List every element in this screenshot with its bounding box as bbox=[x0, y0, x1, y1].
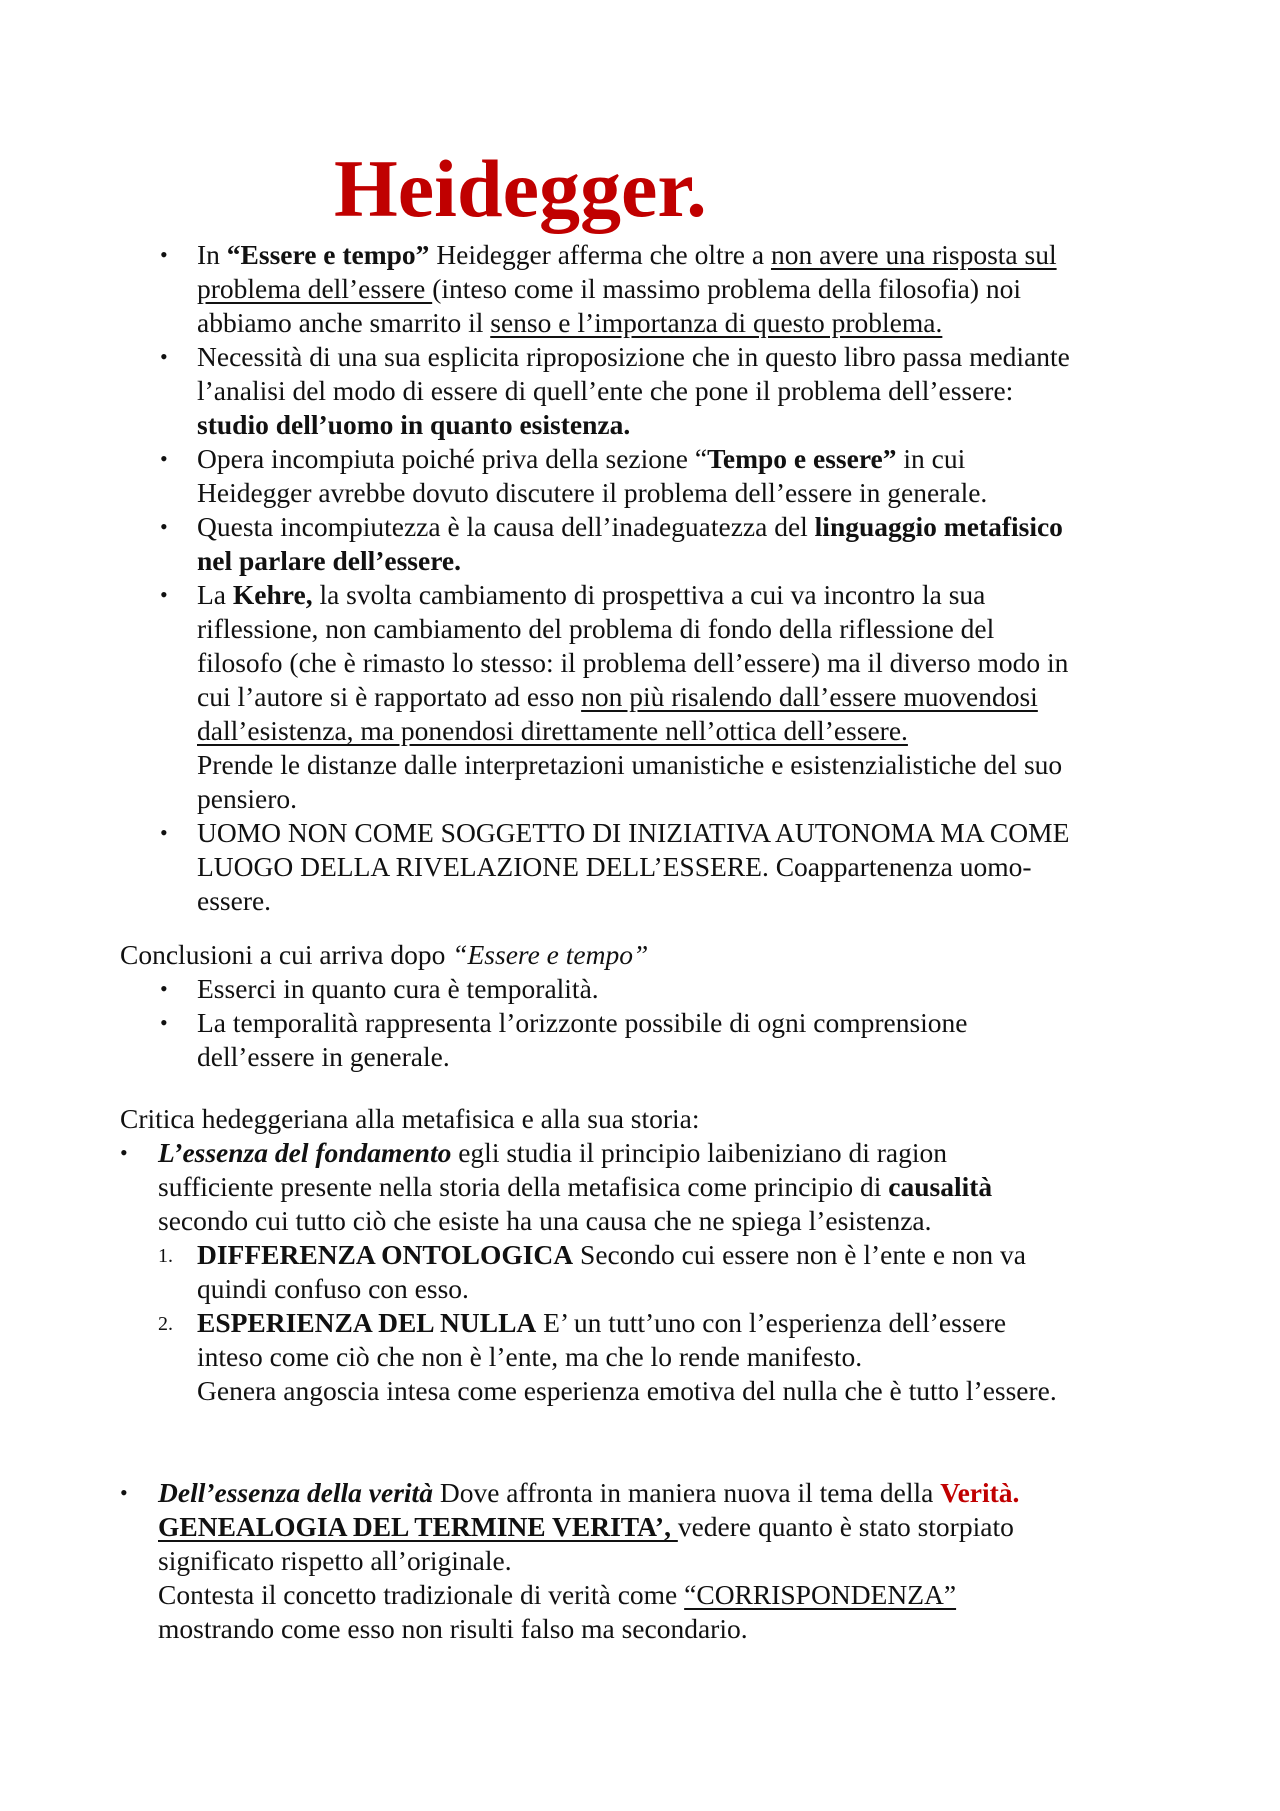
bullet-icon: • bbox=[160, 976, 168, 1001]
text: dell’essere in generale. bbox=[197, 1041, 450, 1072]
text: Heidegger avrebbe dovuto discutere il problema dell’essere in generale. bbox=[197, 477, 988, 508]
underlined-text: dall’esistenza, ma ponendosi direttamente nell’ottica dell’essere. bbox=[197, 715, 908, 746]
list-item bbox=[160, 340, 1187, 442]
text: la svolta cambiamento di prospettiva a cui va incontro la sua bbox=[312, 579, 986, 610]
underlined-text: senso e l’importanza di questo problema. bbox=[490, 307, 943, 338]
list-item bbox=[160, 1006, 1187, 1074]
list-item bbox=[160, 510, 1187, 578]
bullet-icon: • bbox=[160, 1010, 168, 1035]
text: cui l’autore si è rapportato ad esso bbox=[197, 681, 582, 712]
bullet-icon: • bbox=[120, 1480, 128, 1505]
text: Questa incompiutezza è la causa dell’inadeguatezza del bbox=[197, 511, 815, 542]
list-item bbox=[160, 972, 1187, 1006]
text: Secondo cui essere non è l’ente e non va bbox=[573, 1239, 1026, 1270]
text: filosofo (che è rimasto lo stesso: il problema dell’essere) ma il diverso modo in bbox=[197, 647, 1069, 678]
text: La temporalità rappresenta l’orizzonte possibile di ogni comprensione bbox=[197, 1007, 968, 1038]
text: La bbox=[197, 579, 233, 610]
main-bullet-list bbox=[160, 238, 1187, 918]
text: in cui bbox=[896, 443, 966, 474]
bold-underlined-text: GENEALOGIA DEL TERMINE VERITA’, bbox=[158, 1511, 678, 1542]
numbered-item bbox=[158, 1238, 1187, 1306]
text: mostrando come esso non risulti falso ma secondario. bbox=[158, 1613, 748, 1644]
text: (inteso come il massimo problema della filosofia) noi bbox=[432, 273, 1022, 304]
text: UOMO NON COME SOGGETTO DI INIZIATIVA AUTONOMA MA COME bbox=[197, 817, 1070, 848]
bold-text: ESPERIENZA DEL NULLA bbox=[197, 1307, 537, 1338]
number-marker: 1. bbox=[158, 1245, 173, 1267]
text: quindi confuso con esso. bbox=[197, 1273, 469, 1304]
underlined-text: non più risalendo dall’essere muovendosi bbox=[581, 681, 1038, 712]
number-marker: 2. bbox=[158, 1313, 173, 1335]
list-item bbox=[160, 816, 1187, 918]
text: abbiamo anche smarrito il bbox=[197, 307, 491, 338]
list-item bbox=[160, 578, 1187, 816]
text: inteso come ciò che non è l’ente, ma che lo rende manifesto. bbox=[197, 1341, 863, 1372]
bullet-icon: • bbox=[160, 514, 168, 539]
list-item bbox=[160, 442, 1187, 510]
list-item bbox=[160, 238, 1187, 340]
conclusions-list bbox=[160, 972, 1187, 1074]
text: In bbox=[197, 239, 227, 270]
bold-text: studio dell’uomo in quanto esistenza. bbox=[197, 409, 631, 440]
bullet-icon: • bbox=[160, 242, 168, 267]
underlined-text: non avere una risposta sul bbox=[770, 239, 1057, 270]
text: significato rispetto all’originale. bbox=[158, 1545, 512, 1576]
bold-text: nel parlare dell’essere. bbox=[197, 545, 461, 576]
bold-italic-text: Dell’essenza della verità bbox=[158, 1477, 433, 1508]
text: l’analisi del modo di essere di quell’ente che pone il problema dell’essere: bbox=[197, 375, 1014, 406]
bold-text: Tempo e essere” bbox=[707, 443, 897, 474]
list-item bbox=[120, 1476, 1158, 1646]
text: egli studia il principio laibeniziano di ragion bbox=[451, 1137, 947, 1168]
bold-italic-text: L’essenza del fondamento bbox=[158, 1137, 452, 1168]
bullet-icon: • bbox=[120, 1140, 128, 1165]
highlight-text: Verità. bbox=[940, 1477, 1020, 1508]
text: Genera angoscia intesa come esperienza emotiva del nulla che è tutto l’essere. bbox=[197, 1375, 1057, 1406]
text: Opera incompiuta poiché priva della sezione “ bbox=[197, 443, 708, 474]
text: LUOGO DELLA RIVELAZIONE DELL’ESSERE. Coappartenenza uomo- bbox=[197, 851, 1032, 882]
bullet-icon: • bbox=[160, 820, 168, 845]
text: E’ un tutt’uno con l’esperienza dell’essere bbox=[536, 1307, 1007, 1338]
bullet-icon: • bbox=[160, 344, 168, 369]
text: secondo cui tutto ciò che esiste ha una causa che ne spiega l’esistenza. bbox=[158, 1205, 932, 1236]
bold-text: DIFFERENZA ONTOLOGICA bbox=[197, 1239, 574, 1270]
text: vedere quanto è stato storpiato bbox=[677, 1511, 1014, 1542]
text: Necessità di una sua esplicita riproposizione che in questo libro passa mediante bbox=[197, 341, 1070, 372]
critica-list-2 bbox=[120, 1476, 1158, 1646]
underlined-text: problema dell’essere bbox=[197, 273, 433, 304]
numbered-list bbox=[158, 1238, 1187, 1408]
text: riflessione, non cambiamento del problema di fondo della riflessione del bbox=[197, 613, 995, 644]
text: Dove affronta in maniera nuova il tema della bbox=[432, 1477, 941, 1508]
numbered-item bbox=[158, 1306, 1187, 1408]
text: essere. bbox=[197, 885, 272, 916]
text: pensiero. bbox=[197, 783, 298, 814]
text: Prende le distanze dalle interpretazioni umanistiche e esistenzialistiche del suo bbox=[197, 749, 1063, 780]
bullet-icon: • bbox=[160, 582, 168, 607]
critica-list-1 bbox=[120, 1136, 1158, 1238]
text: sufficiente presente nella storia della metafisica come principio di bbox=[158, 1171, 889, 1202]
conclusions-heading bbox=[120, 938, 1200, 972]
page-title: Heidegger. bbox=[334, 143, 707, 234]
list-item bbox=[120, 1136, 1158, 1238]
text: Esserci in quanto cura è temporalità. bbox=[197, 973, 599, 1004]
bold-text: linguaggio metafisico bbox=[814, 511, 1063, 542]
bullet-icon: • bbox=[160, 446, 168, 471]
text: Conclusioni a cui arriva dopo bbox=[120, 939, 453, 970]
bold-text: Kehre, bbox=[232, 579, 313, 610]
bold-text: “Essere e tempo” bbox=[226, 239, 430, 270]
critica-heading: Critica hedeggeriana alla metafisica e alla sua storia: bbox=[120, 1103, 700, 1134]
text: Heidegger afferma che oltre a bbox=[429, 239, 771, 270]
text: Contesta il concetto tradizionale di verità come bbox=[158, 1579, 685, 1610]
underlined-text: “CORRISPONDENZA” bbox=[684, 1579, 957, 1610]
italic-text: “Essere e tempo” bbox=[452, 939, 649, 970]
bold-text: causalità bbox=[888, 1171, 993, 1202]
